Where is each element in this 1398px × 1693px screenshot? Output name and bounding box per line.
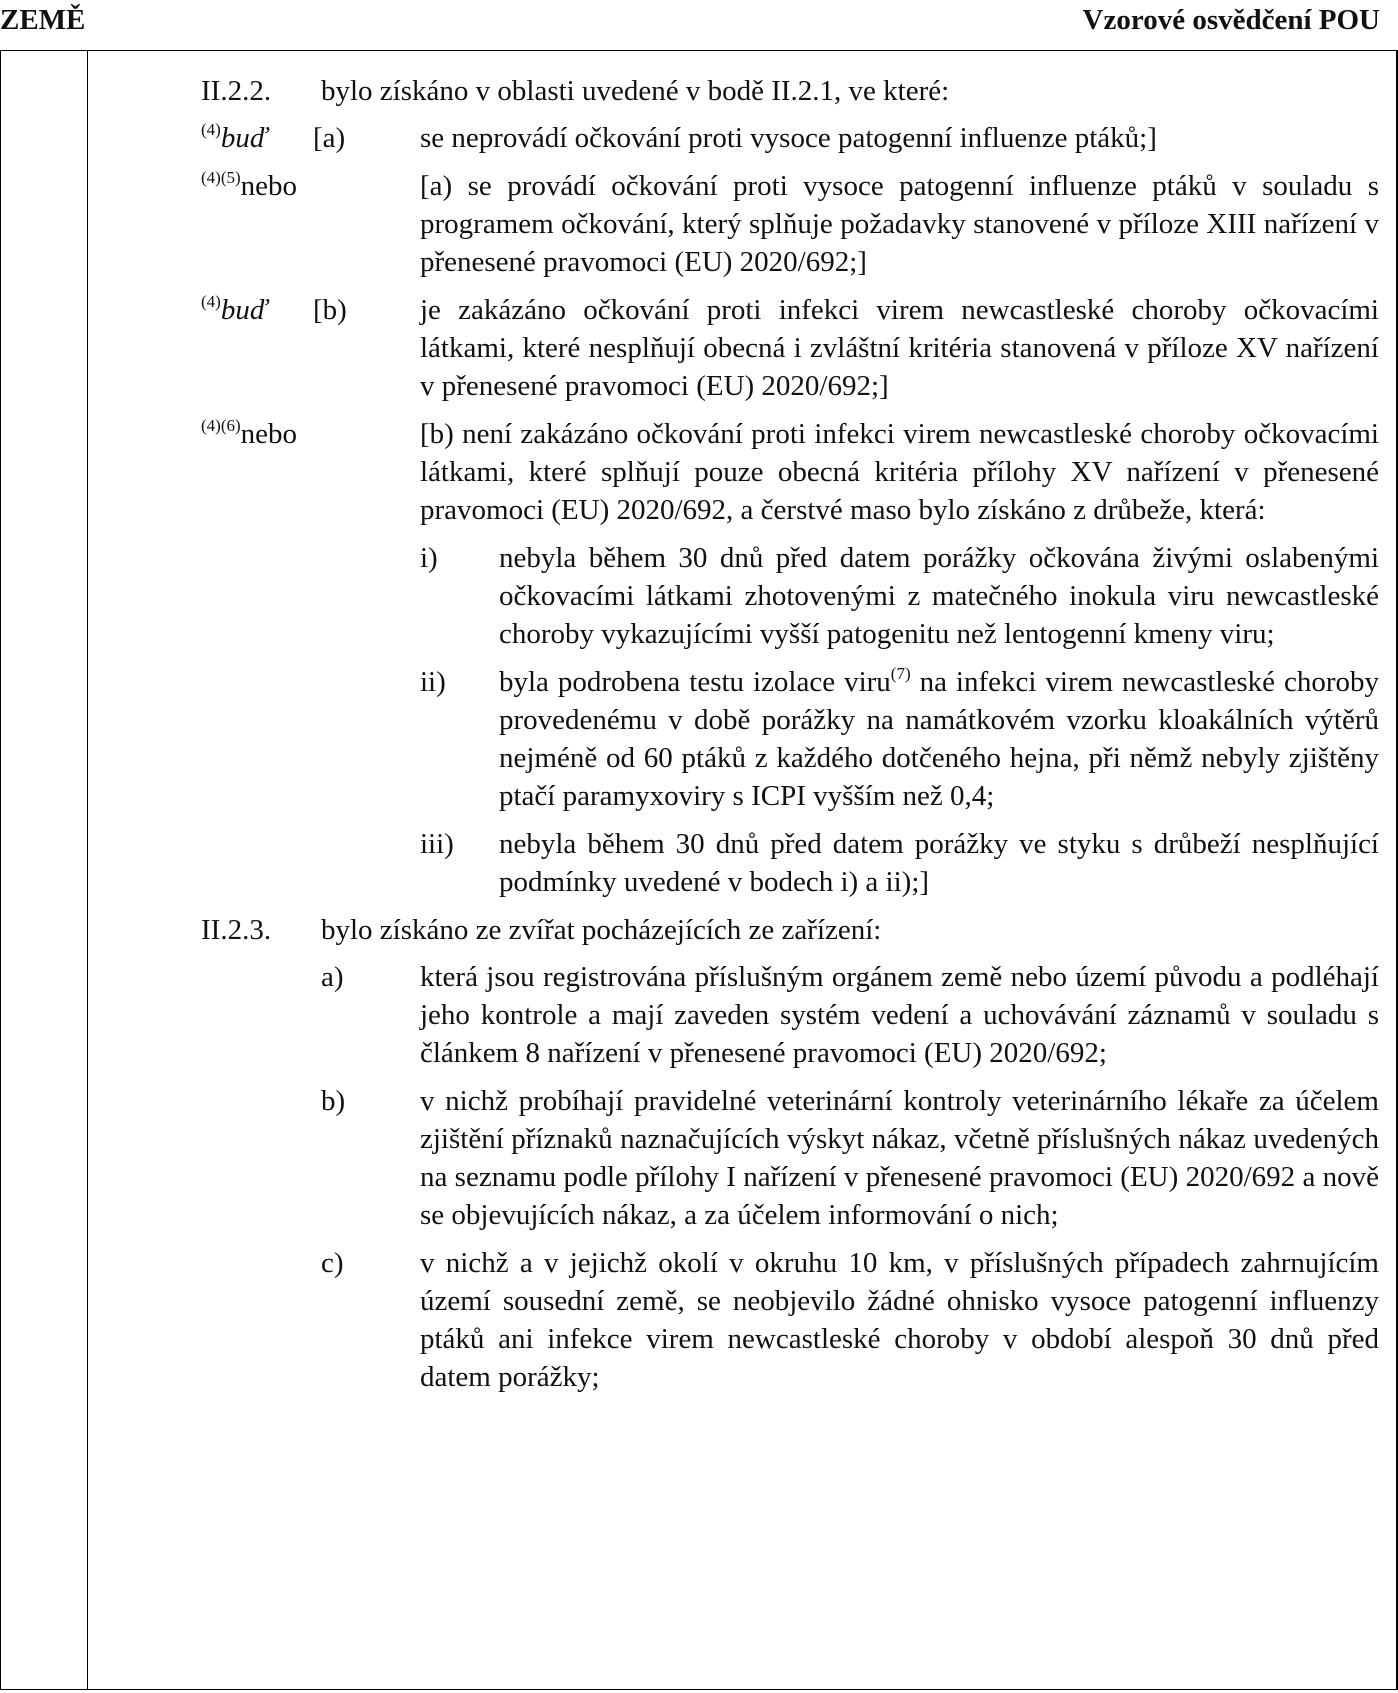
footnote-ref: (4)(6) [201, 416, 241, 435]
item-text: v nichž a v jejichž okolí v okruhu 10 km, v příslušných případech zahrnujícím území sousední země, se neobjevilo žádné ohnisko vysoce patogenní influenzy ptáků ani infekce virem newcastleské choroby v období alespoň 30 dnů před datem porážky; [420, 1247, 1379, 1393]
section-text: bylo získáno v oblasti uvedené v bodě II.2.1, ve které: [321, 75, 950, 107]
option-label [201, 415, 297, 453]
footnote-ref: (4)(5) [201, 168, 241, 187]
section-II-2-2 [201, 72, 1379, 110]
option-text: [a) se provádí očkování proti vysoce patogenní influenze ptáků v souladu s programem očkování, který splňuje požadavky stanovené v příloze XIII nařízení v přenesené pravomoci (EU) 2020/692;] [420, 170, 1379, 278]
subitem-text-end: na infekci virem newcastleské choroby provedenému v době porážky na namátkovém vzorku kloakálních výtěrů nejméně od 60 ptáků z každého dotčeného hejna, při němž nebyly zjištěny ptačí paramyxoviry s ICPI vyšším než 0,4; [499, 666, 1380, 812]
subitem-iii [201, 825, 1379, 901]
section-number: II.2.3. [201, 914, 272, 946]
option-a-either [201, 119, 1379, 157]
option-text: se neprovádí očkování proti vysoce patogenní influenze ptáků;] [420, 122, 1157, 154]
option-bracket: [b) [313, 294, 347, 326]
option-label [201, 291, 347, 329]
subitem-label: ii) [420, 666, 446, 698]
option-bracket: [a) [313, 122, 346, 154]
subitem-i [201, 539, 1379, 653]
item-c [201, 1244, 1379, 1396]
column-divider [87, 51, 88, 1689]
header-certificate-title: Vzorové osvědčení POU [1082, 4, 1380, 36]
subitem-text-start: byla podrobena testu izolace viru [499, 666, 891, 698]
option-word: buď [220, 294, 268, 326]
certificate-content [201, 72, 1379, 1406]
section-text: bylo získáno ze zvířat pocházejících ze zařízení: [321, 914, 882, 946]
option-label [201, 167, 297, 205]
item-b [201, 1082, 1379, 1234]
option-label [201, 119, 346, 157]
subitem-text [499, 663, 1379, 815]
subitem-text: nebyla během 30 dnů před datem porážky ve styku s drůbeží nesplňující podmínky uvedené v bodech i) a ii);] [499, 828, 1379, 898]
subitem-label: i) [420, 542, 438, 574]
footnote-ref: (4) [201, 292, 221, 311]
option-a-or [201, 167, 1379, 281]
footnote-ref: (4) [201, 120, 221, 139]
subitem-ii [201, 663, 1379, 815]
item-text: v nichž probíhají pravidelné veterinární kontroly veterinárního lékaře za účelem zjištění příznaků naznačujících výskyt nákaz, včetně příslušných nákaz uvedených na seznamu podle přílohy I nařízení v přenesené pravomoci (EU) 2020/692 a nově se objevujících nákaz, a za účelem informování o nich; [420, 1085, 1379, 1231]
option-word: buď [220, 122, 268, 154]
option-text: [b) není zakázáno očkování proti infekci virem newcastleské choroby očkovacími látkami, které splňují pouze obecná kritéria přílohy XV nařízení v přenesené pravomoci (EU) 2020/692, a čerstvé maso bylo získáno z drůbeže, která: [420, 418, 1379, 526]
option-text: je zakázáno očkování proti infekci virem newcastleské choroby očkovacími látkami, které nesplňují obecná i zvláštní kritéria stanovená v příloze XV nařízení v přenesené pravomoci (EU) 2020/692;] [420, 294, 1379, 402]
subitem-text: nebyla během 30 dnů před datem porážky očkována živými oslabenými očkovacími látkami zhotovenými z matečného inokula viru newcastleské choroby vykazujícími vyšší patogenitu než lentogenní kmeny viru; [499, 542, 1379, 650]
certificate-table [0, 50, 1398, 1690]
item-label: a) [321, 961, 344, 993]
item-label: c) [321, 1247, 344, 1279]
header-country: ZEMĚ [0, 4, 86, 36]
item-label: b) [321, 1085, 346, 1117]
option-word: nebo [240, 418, 298, 450]
footnote-ref: (7) [890, 664, 911, 683]
option-b-or [201, 415, 1379, 529]
subitem-label: iii) [420, 828, 454, 860]
section-II-2-3 [201, 911, 1379, 949]
option-word: nebo [240, 170, 298, 202]
item-a [201, 958, 1379, 1072]
item-text: která jsou registrována příslušným orgánem země nebo území původu a podléhají jeho kontrole a mají zaveden systém vedení a uchovávání záznamů v souladu s článkem 8 nařízení v přenesené pravomoci (EU) 2020/692; [420, 961, 1379, 1069]
section-number: II.2.2. [201, 75, 272, 107]
option-b-either [201, 291, 1379, 405]
